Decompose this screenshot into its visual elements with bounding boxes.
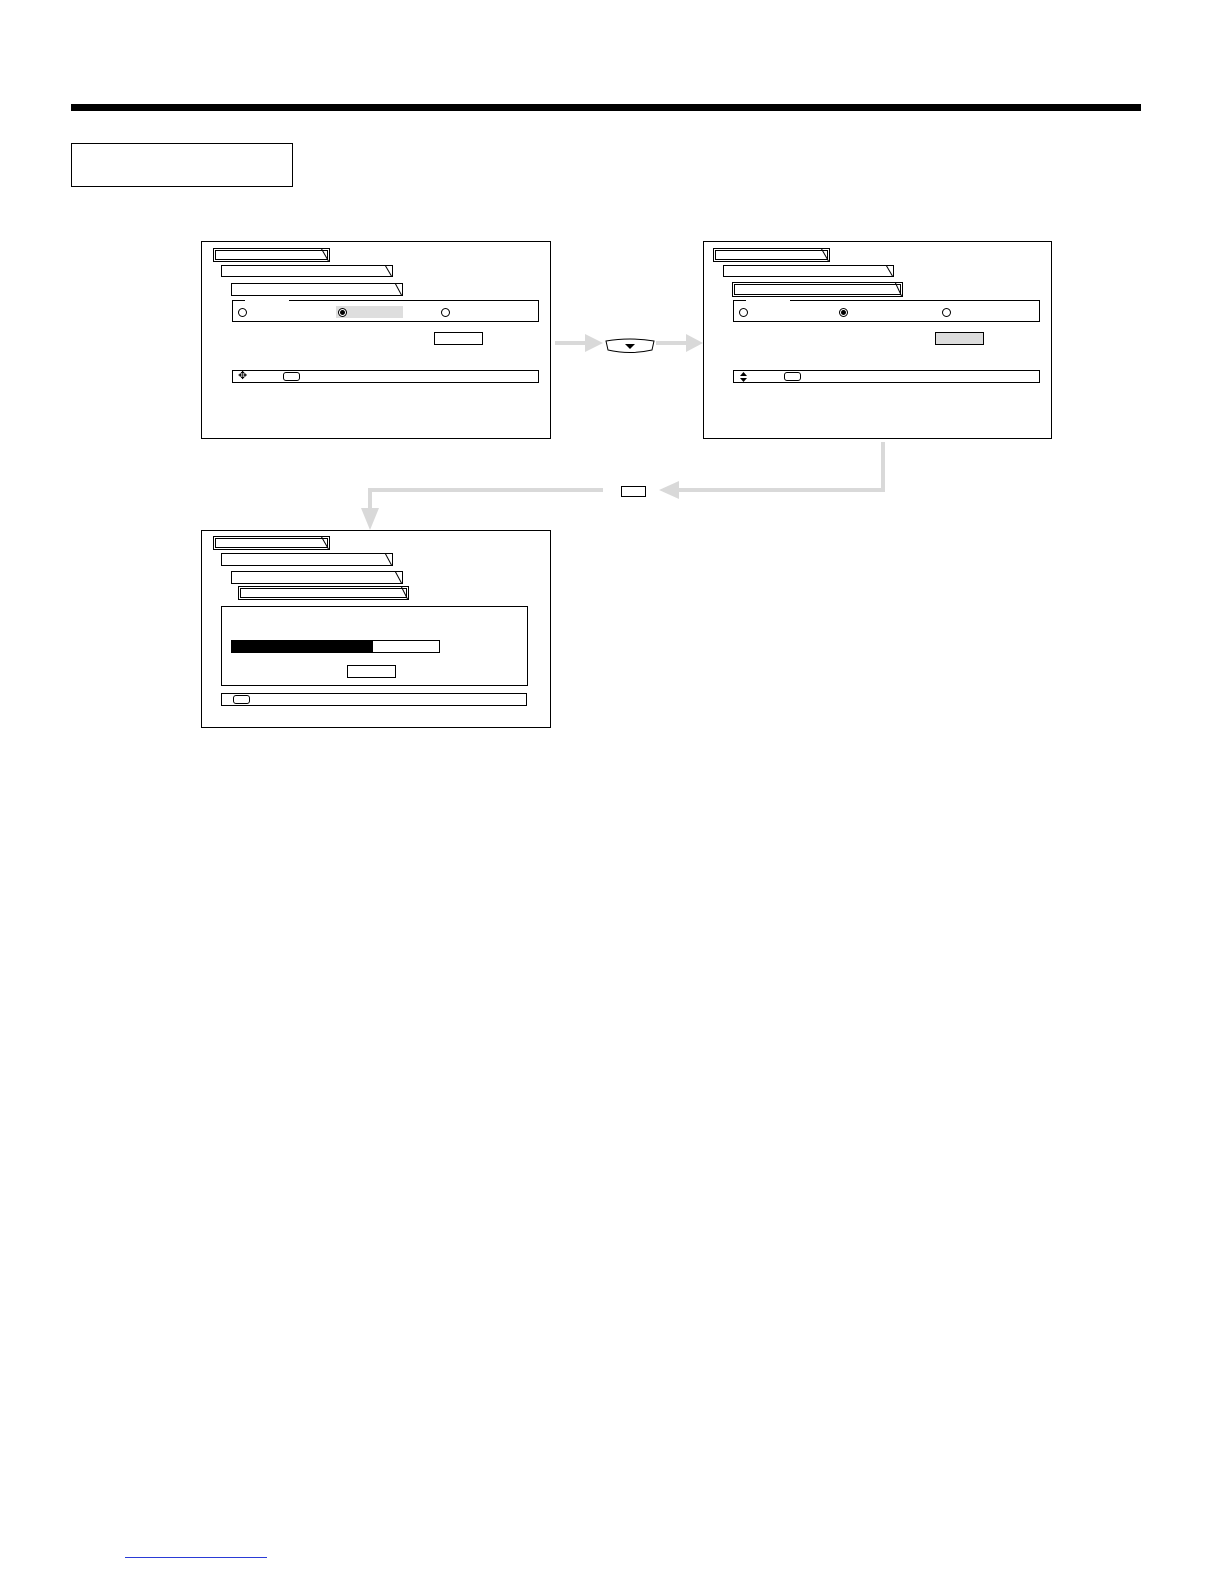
- operation-guide-bar: [733, 370, 1040, 383]
- menu-tab-level-1[interactable]: [213, 536, 330, 550]
- operation-guide-bar: [221, 693, 527, 706]
- confirm-button[interactable]: [434, 332, 483, 345]
- menu-tab-level-2[interactable]: [221, 265, 393, 277]
- menu-tab-level-1[interactable]: [213, 248, 330, 262]
- menu-tab-level-3[interactable]: [231, 571, 403, 584]
- option-panel: [733, 300, 1040, 322]
- progress-bar-fill: [232, 641, 373, 652]
- four-way-cursor-icon: ✥: [238, 370, 248, 382]
- section-heading-box: [71, 143, 293, 187]
- option-panel: [232, 300, 539, 322]
- option-panel-label-gap: [245, 299, 289, 302]
- header-rule: [71, 104, 1141, 111]
- ok-button[interactable]: [347, 665, 396, 678]
- progress-bar: [231, 640, 440, 653]
- enter-key-icon: [784, 372, 801, 381]
- menu-tab-level-2[interactable]: [221, 553, 393, 566]
- up-down-cursor-icon: [740, 372, 747, 382]
- menu-tab-level-3[interactable]: [732, 282, 903, 297]
- down-arrow-button-icon: [604, 337, 656, 355]
- option-radio-2-selected[interactable]: [338, 308, 347, 317]
- menu-screen-initial: [201, 241, 551, 439]
- menu-screen-result: [201, 530, 551, 728]
- enter-key-icon: [283, 372, 300, 381]
- menu-tab-level-1[interactable]: [713, 248, 830, 262]
- menu-tab-level-3[interactable]: [231, 283, 403, 296]
- option-radio-1[interactable]: [238, 308, 247, 317]
- enter-key-icon: [233, 695, 250, 704]
- option-radio-3[interactable]: [441, 308, 450, 317]
- progress-panel: [221, 606, 528, 686]
- option-radio-2-selected[interactable]: [839, 308, 848, 317]
- option-panel-label-gap: [746, 299, 790, 302]
- option-radio-1[interactable]: [739, 308, 748, 317]
- option-radio-3[interactable]: [942, 308, 951, 317]
- operation-guide-bar: [232, 370, 539, 383]
- menu-tab-level-4[interactable]: [238, 586, 409, 600]
- confirm-button-focused[interactable]: [935, 332, 984, 345]
- footer-link-rule: [125, 1557, 267, 1558]
- menu-screen-after-down: [703, 241, 1052, 439]
- menu-tab-level-2[interactable]: [723, 265, 894, 277]
- enter-key-button-icon: [621, 486, 646, 497]
